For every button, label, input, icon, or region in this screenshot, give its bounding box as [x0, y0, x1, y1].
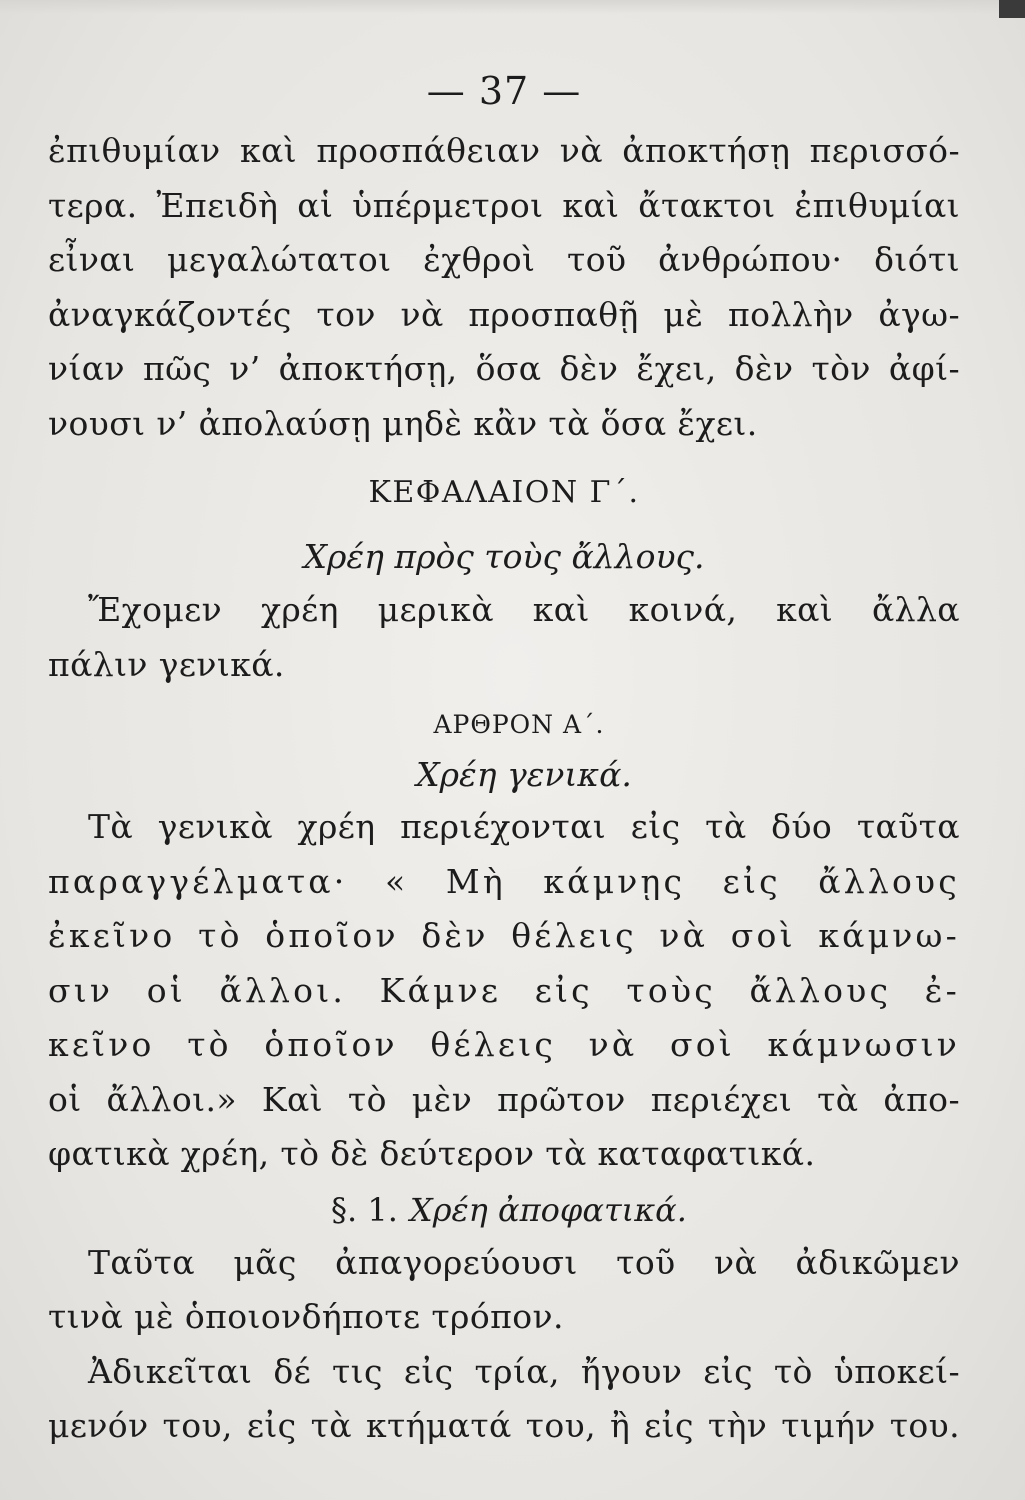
- text-line: νίαν πῶς ν’ ἀποκτήσῃ, ὅσα δὲν ἔχει, δὲν τὸν ἀφί-: [48, 349, 960, 388]
- article-title: Χρέη γενικά.: [416, 755, 632, 794]
- article-heading: ΑΡΘΡΟΝ Α΄.: [433, 710, 605, 739]
- text-line: νουσι ν’ ἀπολαύσῃ μηδὲ κἂν τὰ ὅσα ἔχει.: [48, 403, 758, 443]
- chapter-heading: ΚΕΦΑΛΑΙΟΝ Γ΄.: [368, 475, 640, 510]
- text-line: εἶναι μεγαλώτατοι ἐχθροὶ τοῦ ἀνθρώπου· διότι: [48, 240, 960, 279]
- text-line: Ἔχομεν χρέη μερικὰ καὶ κοινά, καὶ ἄλλα: [88, 590, 960, 629]
- scan-corner-mark: [999, 0, 1025, 18]
- section-paragraph-1: [48, 1236, 960, 1345]
- text-line: κεῖνο τὸ ὁποῖον θέλεις νὰ σοὶ κάμνωσιν: [48, 1025, 960, 1064]
- section-paragraph-2: [48, 1345, 960, 1454]
- text-line: οἱ ἄλλοι.» Καὶ τὸ μὲν πρῶτον περιέχει τὰ ἀπο-: [48, 1079, 960, 1119]
- text-line: Ἀδικεῖται δέ τις εἰς τρία, ἤγουν εἰς τὸ ὑποκεί-: [88, 1351, 960, 1391]
- page-top-shadow: [0, 0, 1025, 14]
- section-title: Χρέη ἀποφατικά.: [409, 1190, 687, 1229]
- text-line: σιν οἱ ἄλλοι. Κάμνε εἰς τοὺς ἄλλους ἐ-: [48, 970, 960, 1010]
- text-line: τινὰ μὲ ὁποιονδήποτε τρόπον.: [48, 1297, 564, 1336]
- chapter-intro-paragraph: [48, 583, 960, 692]
- text-line: πάλιν γενικά.: [48, 644, 285, 684]
- section-heading: [48, 1184, 960, 1236]
- text-line: παραγγέλματα· « Μὴ κάμνῃς εἰς ἄλλους: [48, 861, 960, 901]
- text-line: Ταῦτα μᾶς ἀπαγορεύουσι τοῦ νὰ ἀδικῶμεν: [88, 1242, 960, 1282]
- page-number: — 37 —: [426, 69, 582, 113]
- intro-paragraph: [48, 124, 960, 451]
- article-paragraph: [48, 800, 960, 1182]
- chapter-title: Χρέη πρὸς τοὺς ἄλλους.: [303, 537, 705, 576]
- text-line: Τὰ γενικὰ χρέη περιέχονται εἰς τὰ δύο ταῦτα: [88, 807, 960, 846]
- page-content: [48, 62, 960, 1454]
- section-number: §. 1.: [331, 1190, 398, 1229]
- text-line: τερα. Ἐπειδὴ αἱ ὑπέρμετροι καὶ ἄτακτοι ἐπιθυμίαι: [48, 185, 960, 225]
- text-line: ἐκεῖνο τὸ ὁποῖον δὲν θέλεις νὰ σοὶ κάμνω-: [48, 916, 960, 955]
- text-line: φατικὰ χρέη, τὸ δὲ δεύτερον τὰ καταφατικά.: [48, 1134, 816, 1173]
- text-line: μενόν του, εἰς τὰ κτήματά του, ἢ εἰς τὴν τιμήν του.: [48, 1406, 960, 1445]
- text-line: ἐπιθυμίαν καὶ προσπάθειαν νὰ ἀποκτήσῃ περισσό-: [48, 131, 960, 170]
- text-line: ἀναγκάζοντές τον νὰ προσπαθῇ μὲ πολλὴν ἀγω-: [48, 294, 960, 334]
